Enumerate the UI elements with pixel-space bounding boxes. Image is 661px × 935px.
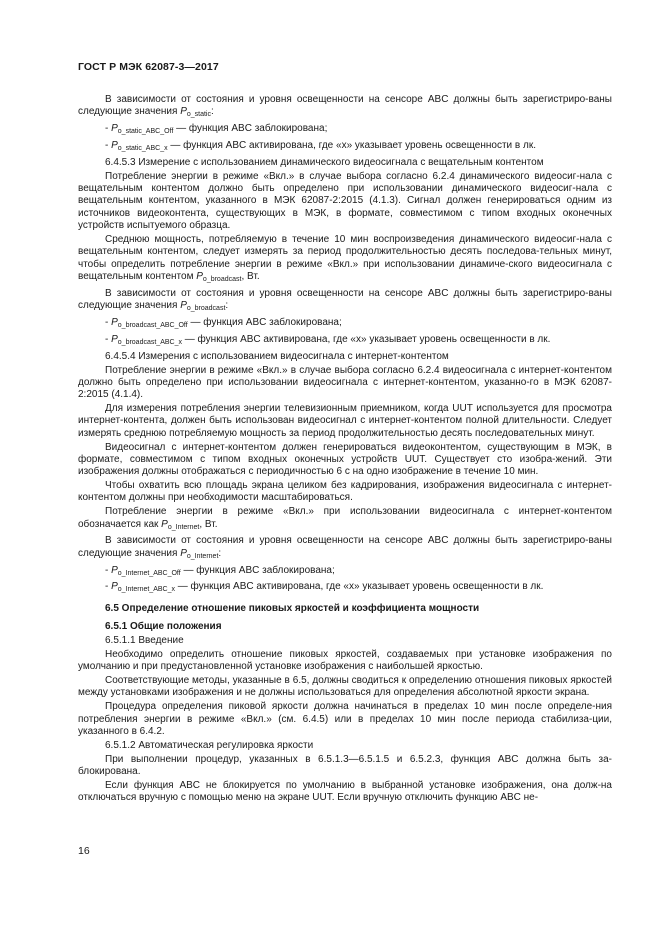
paragraph: В зависимости от состояния и уровня освещенности на сенсоре ABC должны быть зарегистриро-ваны следующие значения $P_{o\_Internet}$:: [78, 535, 612, 560]
paragraph: Если функция ABC не блокируется по умолчанию в выбранной установке изображения, она долж-на отключаться вручную с помощью меню на экране UUT. Если вручную отключить функцию ABC не-: [78, 779, 612, 804]
paragraph: В зависимости от состояния и уровня освещенности на сенсоре ABC должны быть зарегистриро-ваны следующие значения $P_{o\_broadcast}$:: [78, 287, 612, 313]
page-body: [78, 94, 612, 806]
paragraph: В зависимости от состояния и уровня освещенности на сенсоре ABC должны быть зарегистриро-ваны следующие значения $P_{o\_static}$:: [78, 94, 612, 119]
list-item: - $P_{o\_broadcast\_ABC\_x}$ — функция ABC активирована, где «x» указывает уровень освещенности в лк.: [105, 333, 551, 346]
subsection-heading: 6.5.1.2 Автоматическая регулировка яркости: [105, 739, 314, 751]
paragraph: Потребление энергии в режиме «Вкл.» при использовании видеосигнала с интернет-контентом обозначается как $P_{o\_Internet}$, Вт.: [78, 506, 612, 531]
subsection-title: 6.5.1 Общие положения: [105, 621, 222, 633]
paragraph: При выполнении процедур, указанных в 6.5.1.3—6.5.1.5 и 6.5.2.3, функция ABC должна быть за-блокирована.: [78, 753, 612, 777]
paragraph: Процедура определения пиковой яркости должна начинаться в пределах 10 мин после определе-ния потребления энергии в режиме «Вкл.» (см. 6.4.5) или в пределах 10 мин после периода стабилиза-ции, указанного в 6.4.2.: [78, 701, 612, 737]
list-item: - $P_{o\_static\_ABC\_Off}$ — функция ABC заблокирована;: [105, 123, 328, 136]
paragraph: Среднюю мощность, потребляемую в течение 10 мин воспроизведения динамического видеосиг-нала с вещательным контентом, следует измерять за период продолжительностью десять последова-тельных минут, чтобы определить потребление энергии в режиме «Вкл.» при использовании динамиче-ского видеосигнала с вещательным контентом $P_{o\_broadcast}$, Вт.: [78, 233, 612, 283]
section-heading: 6.4.5.3 Измерение с использованием динамического видеосигнала с вещательным контентом: [105, 156, 544, 168]
paragraph: Видеосигнал с интернет-контентом должен генерироваться видеоконтентом, существующим в МЭК, в формате, совместимом с типом входных оконечных устройств UUT. Существует сто изобра-жений. Эти изображения должны отображаться с периодичностью 6 с на одно изображение в течение 10 мин.: [78, 441, 612, 478]
subsection-heading: 6.5.1.1 Введение: [105, 634, 184, 646]
section-title: 6.5 Определение отношение пиковых яркостей и коэффициента мощности: [105, 602, 480, 614]
paragraph: Соответствующие методы, указанные в 6.5, должны сводиться к определению отношения пиковых яркостей между установками изображения и не должны использоваться для определения абсолютной яркости экрана.: [78, 675, 612, 699]
document-header: ГОСТ Р МЭК 62087-3—2017: [78, 61, 219, 73]
paragraph: Для измерения потребления энергии телевизионным приемником, когда UUT используется для просмотра интернет-контента, должен быть использован видеосигнал с интернет-контентом полной длительности. Следует измерять среднюю потребляемую мощность за период продолжительностью десять последовательных минут.: [78, 403, 612, 439]
section-heading: 6.4.5.4 Измерения с использованием видеосигнала с интернет-контентом: [105, 350, 449, 362]
list-item: - $P_{o\_Internet\_ABC\_x}$ — функция ABC активирована, где «x» указывает уровень освещенности в лк.: [105, 581, 544, 594]
list-item: - $P_{o\_static\_ABC\_x}$ — функция ABC активирована, где «x» указывает уровень освещенности в лк.: [105, 140, 537, 153]
paragraph: Необходимо определить отношение пиковых яркостей, создаваемых при установке изображения по умолчанию и при предустановленной установке изображения с наибольшей яркостью.: [78, 648, 612, 673]
page-number: 16: [78, 845, 90, 857]
list-item: - $P_{o\_Internet\_ABC\_Off}$ — функция ABC заблокирована;: [105, 564, 335, 577]
paragraph: Чтобы охватить всю площадь экрана целиком без кадрирования, изображения видеосигнала с интернет-контентом должны при необходимости масштабироваться.: [78, 480, 612, 504]
paragraph: Потребление энергии в режиме «Вкл.» в случае выбора согласно 6.2.4 видеосигнала с интернет-контентом должно быть определено при использовании видеосигнала с интернет-контентом, указанно-го в МЭК 62087-2:2015 (4.1.4).: [78, 364, 612, 401]
list-item: - $P_{o\_broadcast\_ABC\_Off}$ — функция ABC заблокирована;: [105, 316, 342, 329]
paragraph: Потребление энергии в режиме «Вкл.» в случае выбора согласно 6.2.4 динамического видеосиг-нала с вещательным контентом должно быть определено при использовании динамического видеосиг-нала с вещательным контентом, указанного в МЭК 62087-2:2015 (4.1.3). Сигнал должен генерироваться одним из источников видеоконтента, существующих в МЭК, в формате, совместимом с типом входных оконечных устройств испытуемого образца.: [78, 170, 612, 232]
